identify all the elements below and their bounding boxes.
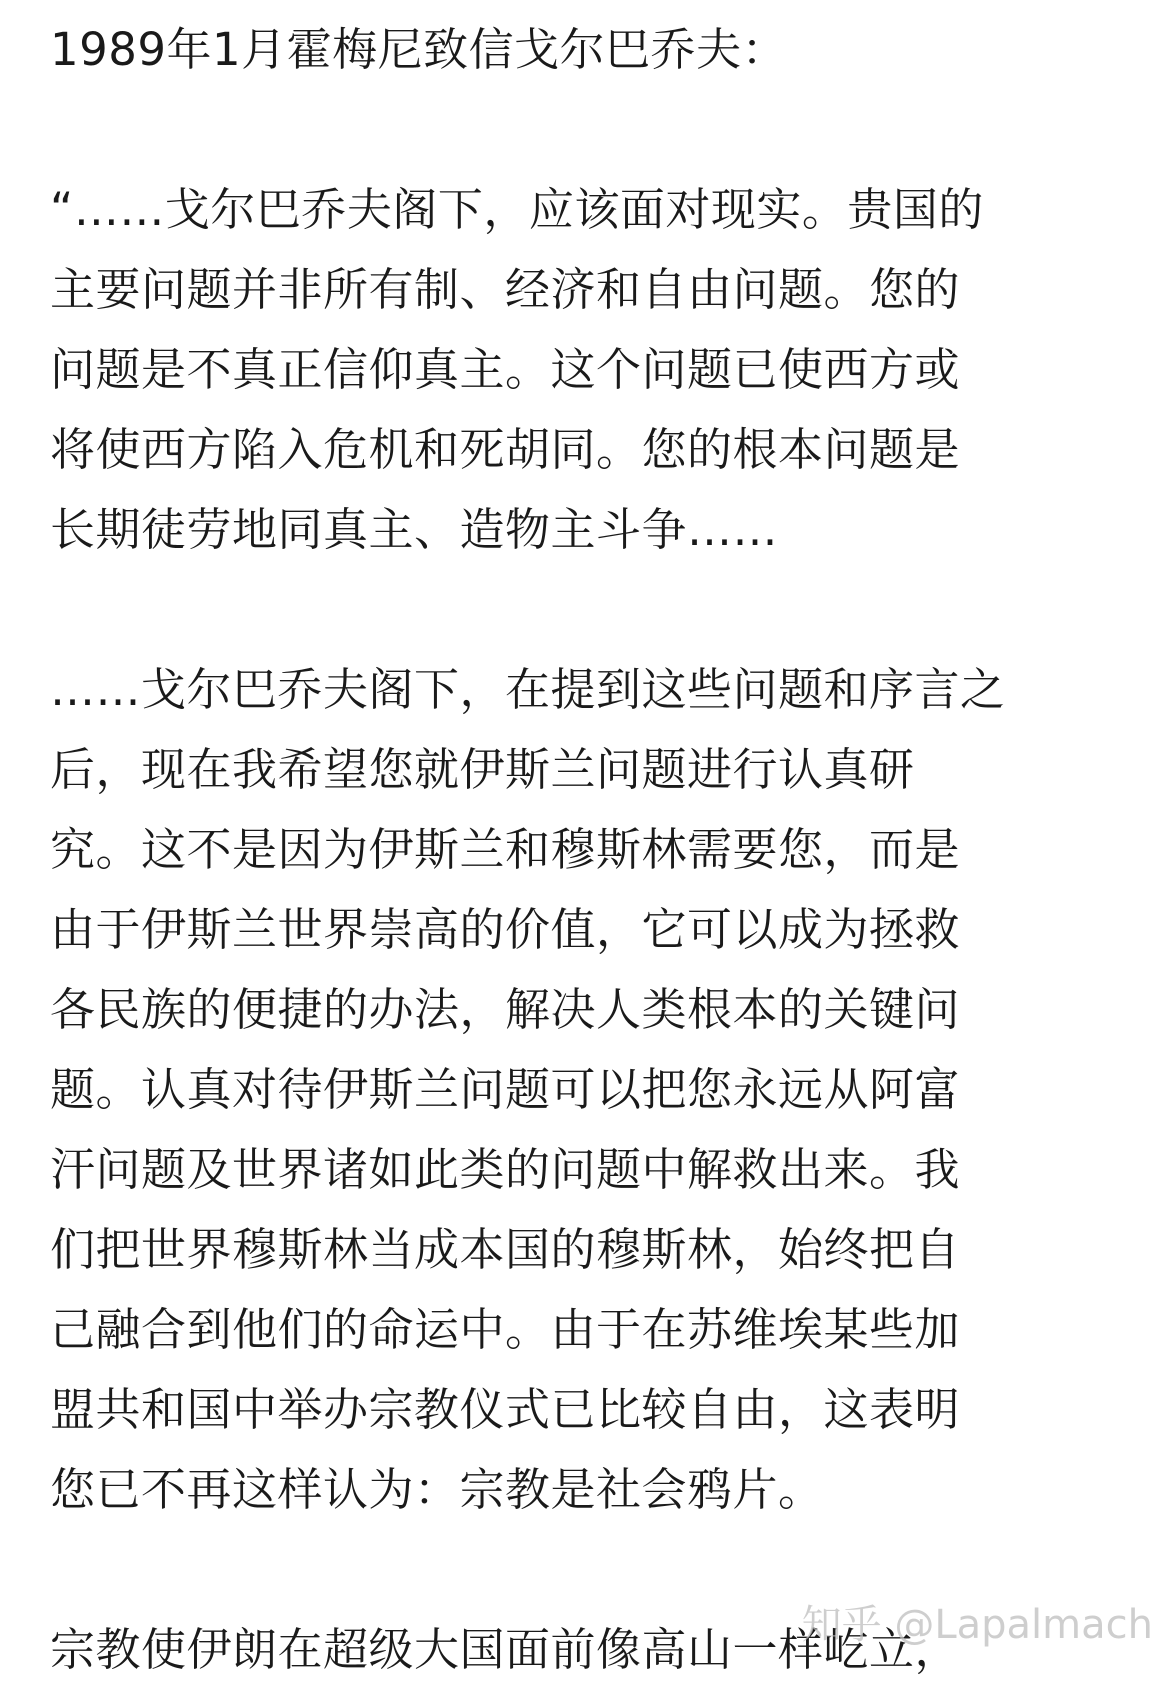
paragraph-gap xyxy=(50,90,1130,170)
text-line: 主要问题并非所有制、经济和自由问题。您的 xyxy=(50,263,961,316)
text-line: 题。认真对待伊斯兰问题可以把您永远从阿富 xyxy=(50,1063,961,1116)
text-line: 问题是不真正信仰真主。这个问题已使西方或 xyxy=(50,343,961,396)
text-line: 您已不再这样认为：宗教是社会鸦片。 xyxy=(50,1463,824,1516)
text-line: 己融合到他们的命运中。由于在苏维埃某些加 xyxy=(50,1303,961,1356)
paragraph-1 xyxy=(50,170,1130,570)
text-line: 后，现在我希望您就伊斯兰问题进行认真研 xyxy=(50,743,915,796)
text-line: 各民族的便捷的办法，解决人类根本的关键问 xyxy=(50,983,961,1036)
zhihu-watermark: 知乎 @Lapalmach xyxy=(801,1602,1153,1648)
text-line: 究。这不是因为伊斯兰和穆斯林需要您，而是 xyxy=(50,823,961,876)
text-line: 由于伊斯兰世界崇高的价值，它可以成为拯救 xyxy=(50,903,961,956)
text-line: 长期徒劳地同真主、造物主斗争…… xyxy=(50,503,779,556)
text-line: “……戈尔巴乔夫阁下，应该面对现实。贵国的 xyxy=(50,183,984,236)
text-line: 汗问题及世界诸如此类的问题中解救出来。我 xyxy=(50,1143,961,1196)
paragraph-gap xyxy=(50,570,1130,650)
paragraph-2 xyxy=(50,650,1130,1530)
text-line: 将使西方陷入危机和死胡同。您的根本问题是 xyxy=(50,423,961,476)
text-line: 宗教使伊朗在超级大国面前像高山一样屹立， xyxy=(50,1623,961,1676)
text-line: ……戈尔巴乔夫阁下，在提到这些问题和序言之 xyxy=(50,663,1006,716)
article-body xyxy=(50,10,1130,1690)
text-line: 们把世界穆斯林当成本国的穆斯林，始终把自 xyxy=(50,1223,961,1276)
article-title: 1989年1月霍梅尼致信戈尔巴乔夫： xyxy=(50,23,788,76)
text-line: 盟共和国中举办宗教仪式已比较自由，这表明 xyxy=(50,1383,961,1436)
